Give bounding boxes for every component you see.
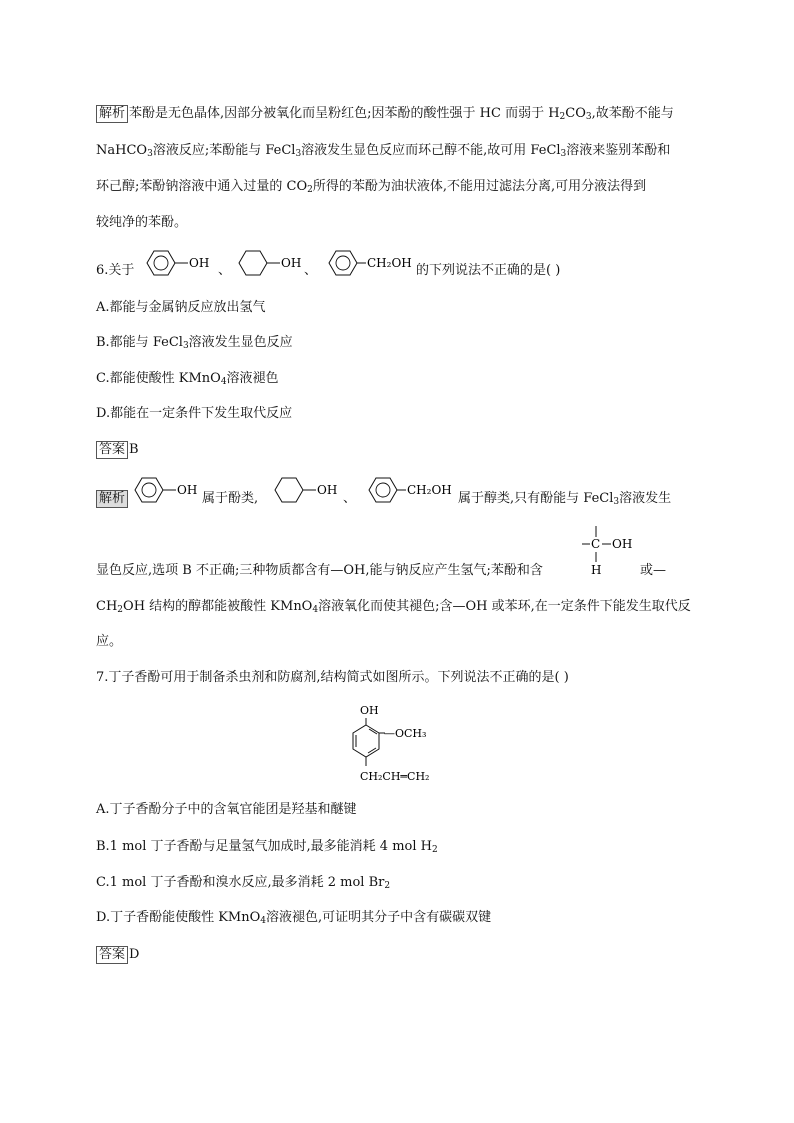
eugenol-structure <box>340 700 460 790</box>
q6-option-d: D.都能在一定条件下发生取代反应 <box>96 406 293 421</box>
analysis-paragraph-line-1: 解析 苯酚是无色晶体,因部分被氧化而呈粉红色;因苯酚的酸性强于 HC 而弱于 $H_2CO_3$,故苯酚不能与 <box>96 104 674 124</box>
q7-stem: 7.丁子香酚可用于制备杀虫剂和防腐剂,结构简式如图所示。下列说法不正确的是( ) <box>96 670 569 685</box>
q7-answer <box>96 945 139 965</box>
analysis6-line-3: $CH_2OH$ 结构的醇都能被酸性 KMnO$_4$溶液氧化而使其褪色;含—OH 或苯环,在一定条件下能发生取代反 <box>96 599 691 615</box>
analysis6-line-2: 显色反应,选项 B 不正确;三种物质都含有—OH,能与钠反应产生氢气;苯酚和含 <box>96 563 543 578</box>
benzyl-ch2oh-label: CH₂OH <box>367 256 412 270</box>
q7-option-d: D.丁子香酚能使酸性 KMnO$_4$溶液褪色,可证明其分子中含有碳碳双键 <box>96 910 492 926</box>
eugenol-methoxy-label: —OCH₃ <box>384 727 427 740</box>
q6-option-b: B.都能与 FeCl$_3$溶液发生显色反应 <box>96 335 293 351</box>
cyclohexanol-oh-label: OH <box>317 483 338 497</box>
q6-option-a: A.都能与金属钠反应放出氢气 <box>96 300 266 315</box>
cyclohexanol-structure-2 <box>268 474 343 506</box>
analysis6-tag-line <box>96 489 129 509</box>
cyclohexanol-structure <box>232 247 307 279</box>
phenol-oh-label: OH <box>177 483 198 497</box>
eugenol-allyl-label: CH₂CH═CH₂ <box>360 770 430 783</box>
separator: 、 <box>304 263 318 278</box>
analysis-paragraph-line-3: 环己醇;苯酚钠溶液中通入过量的 $CO_2$所得的苯酚为油状液体,不能用过滤法分离,可用分液法得到 <box>96 179 647 195</box>
q6-suffix: 的下列说法不正确的是( ) <box>416 263 561 278</box>
carbon-label: C <box>591 537 601 551</box>
separator: 、 <box>343 491 357 506</box>
analysis-tag: 解析 <box>96 105 128 123</box>
fragment-oh-label: OH <box>612 537 633 551</box>
benzyl-alcohol-structure <box>322 247 417 279</box>
q7-option-c: C.1 mol 丁子香酚和溴水反应,最多消耗 2 mol $Br_2$ <box>96 875 391 891</box>
phenol-oh-label: OH <box>189 256 210 270</box>
analysis6-line-4: 应。 <box>96 634 123 649</box>
analysis-paragraph-line-4: 较纯净的苯酚。 <box>96 215 188 230</box>
q7-answer-value: D <box>129 947 140 962</box>
eugenol-oh-label: OH <box>360 704 379 717</box>
analysis6-line-2-end: 或— <box>640 563 667 578</box>
analysis-tag: 解析 <box>96 490 128 508</box>
hydrogen-label: H <box>591 563 602 577</box>
q7-option-a: A.丁子香酚分子中的含氧官能团是羟基和醚键 <box>96 802 357 817</box>
analysis-paragraph-line-2: NaHCO$_3$溶液反应;苯酚能与 FeCl$_3$溶液发生显色反应而环己醇不能,故可用 FeCl$_3$溶液来鉴别苯酚和 <box>96 143 671 159</box>
q6-answer-value: B <box>129 442 139 457</box>
carbinol-fragment-structure <box>578 522 648 578</box>
q6-prefix: 6.关于 <box>96 263 135 278</box>
analysis6-text-phenols: 属于酚类, <box>202 491 259 506</box>
separator: 、 <box>218 263 232 278</box>
answer-tag: 答案 <box>96 441 128 459</box>
phenol-structure-2 <box>128 474 203 506</box>
benzyl-alcohol-structure-2 <box>362 474 457 506</box>
q7-option-b: B.1 mol 丁子香酚与足量氢气加成时,最多能消耗 4 mol $H_2$ <box>96 839 438 855</box>
analysis6-text-alcohols: 属于醇类,只有酚能与 FeCl$_3$溶液发生 <box>458 491 672 507</box>
answer-tag: 答案 <box>96 946 128 964</box>
phenol-structure <box>140 247 215 279</box>
q6-answer <box>96 440 139 460</box>
cyclohexanol-oh-label: OH <box>281 256 302 270</box>
q6-option-c: C.都能使酸性 KMnO$_4$溶液褪色 <box>96 371 279 387</box>
benzyl-ch2oh-label: CH₂OH <box>407 483 452 497</box>
